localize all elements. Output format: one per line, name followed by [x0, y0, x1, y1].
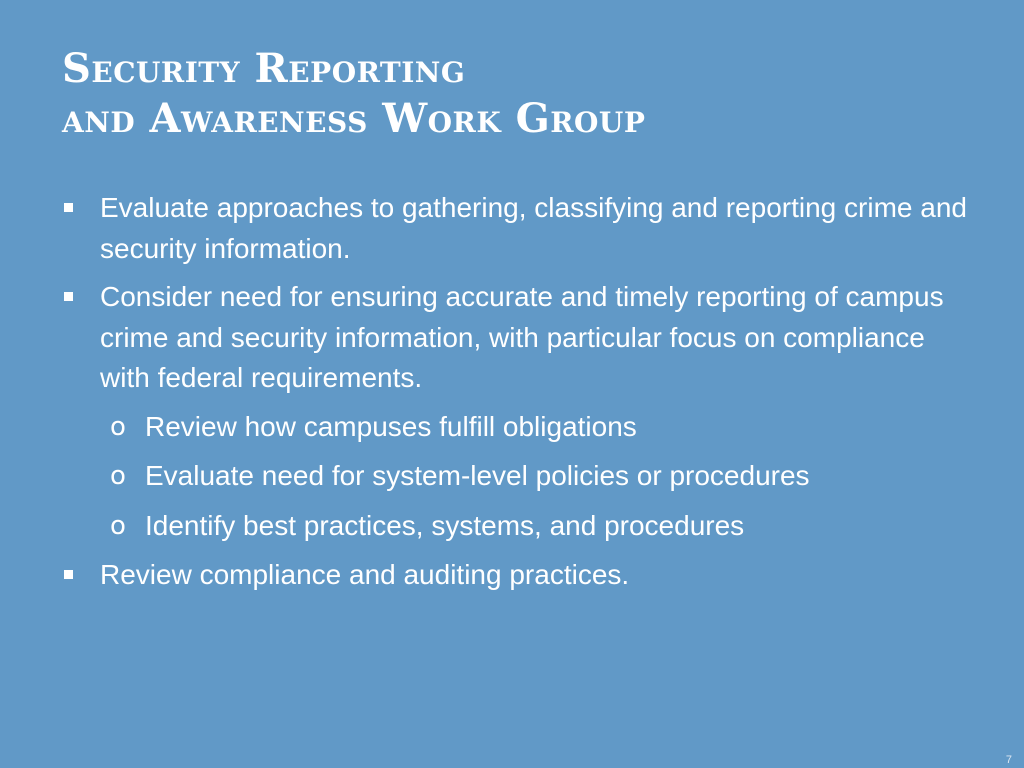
bullet-text: Evaluate approaches to gathering, classifying and reporting crime and security information. [100, 192, 967, 264]
bullet-text: Consider need for ensuring accurate and timely reporting of campus crime and security information, with particular focus on compliance with federal requirements. [100, 281, 944, 393]
bullet-item [62, 188, 972, 269]
page-number: 7 [1005, 754, 1012, 766]
bullet-text: Review compliance and auditing practices. [100, 559, 630, 590]
slide-title [62, 44, 962, 144]
square-bullet-icon [64, 292, 73, 301]
sub-bullet-item [62, 407, 972, 448]
square-bullet-icon [64, 570, 73, 579]
sub-bullet-text: Evaluate need for system-level policies or procedures [145, 460, 810, 491]
sub-bullet-item [62, 456, 972, 497]
sub-bullet-item [62, 506, 972, 547]
title-line-1: Security Reporting [62, 45, 466, 92]
bullet-item [62, 555, 972, 596]
sub-bullet-text: Review how campuses fulfill obligations [145, 410, 637, 442]
sub-bullet-text: Identify best practices, systems, and procedures [145, 509, 745, 541]
square-bullet-icon [64, 203, 73, 212]
slide-body [62, 188, 972, 604]
circle-bullet-icon: o [110, 461, 126, 491]
circle-bullet-icon: o [110, 510, 126, 541]
title-line-2: and Awareness Work Group [62, 95, 646, 142]
circle-bullet-icon: o [110, 411, 126, 442]
bullet-item [62, 277, 972, 399]
